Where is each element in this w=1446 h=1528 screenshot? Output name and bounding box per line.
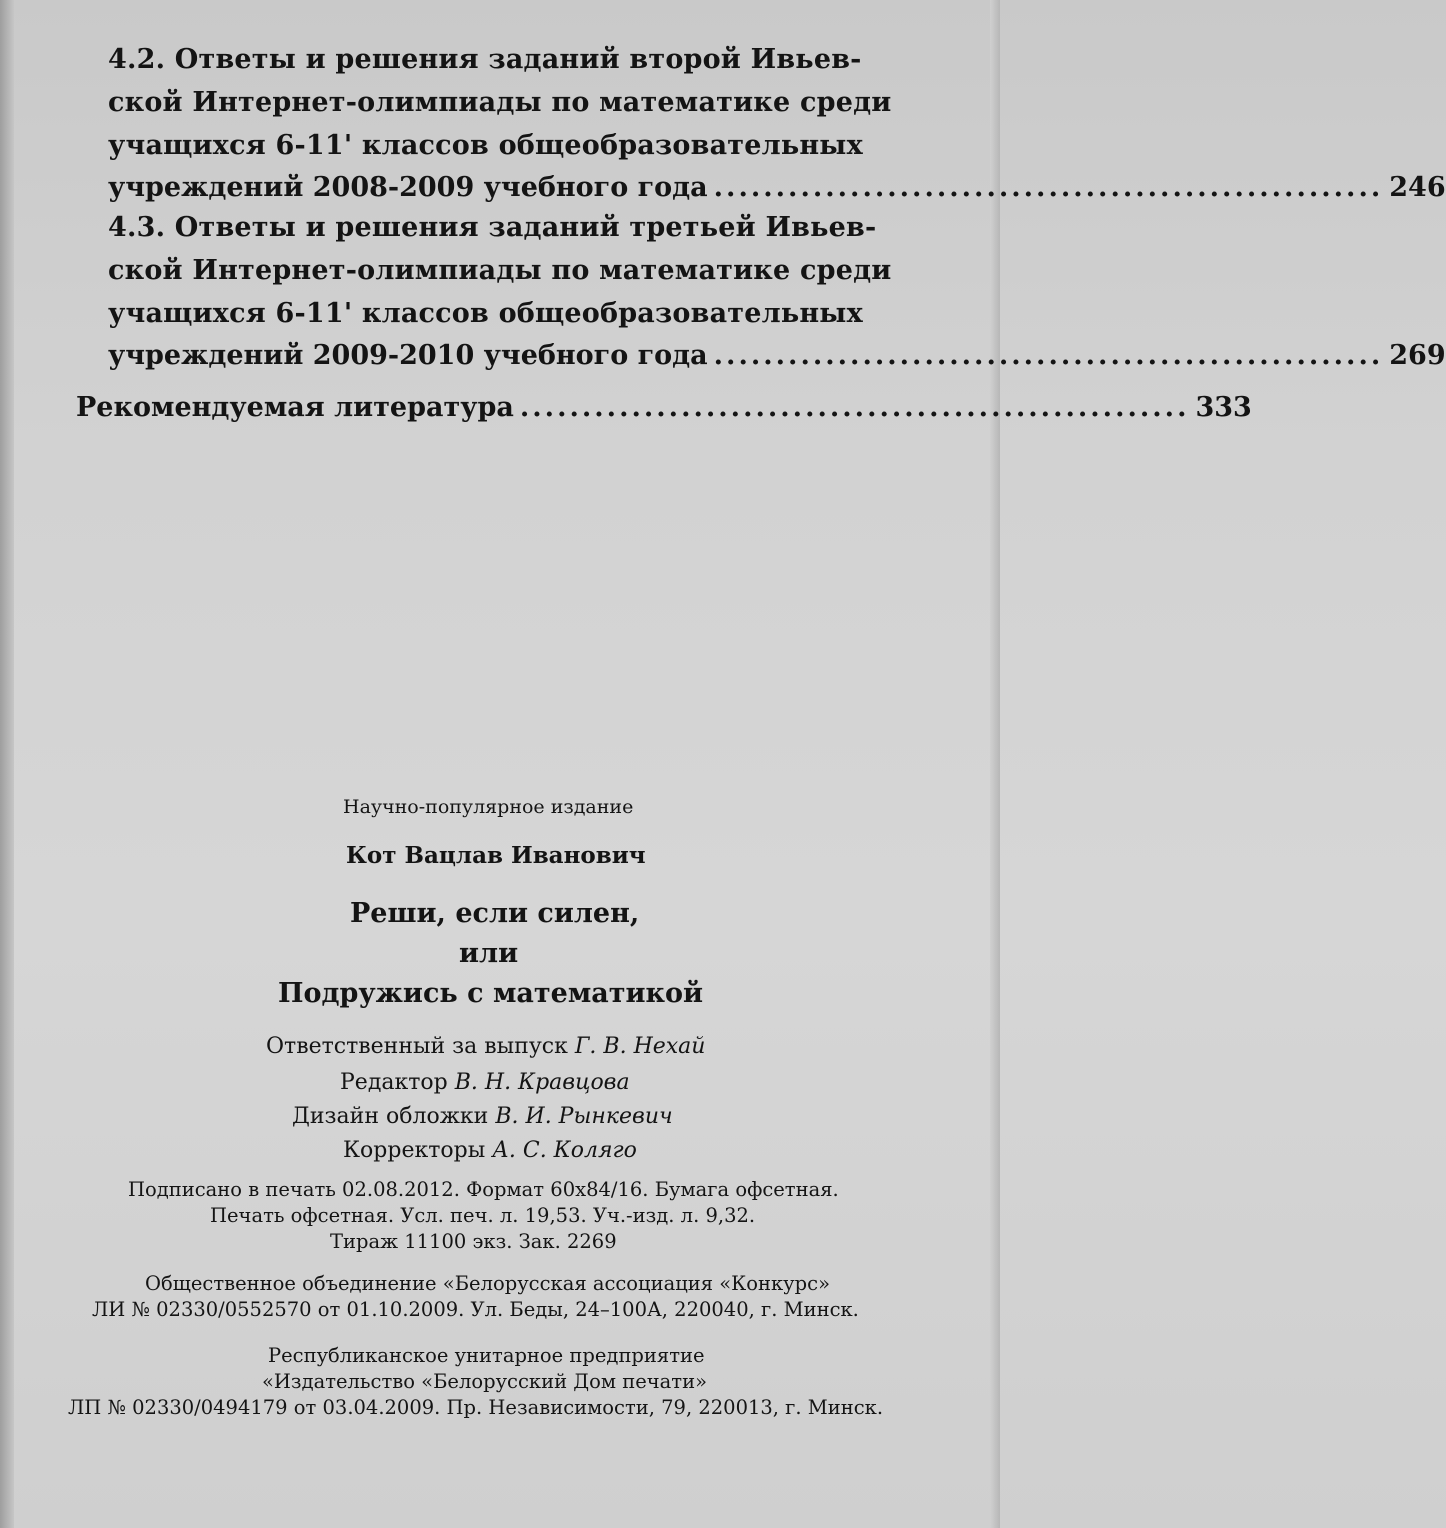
toc-entry-4-2-text-4: учреждений 2008-2009 учебного года <box>108 172 708 203</box>
toc-entry-4-3-text-1: Ответы и решения заданий третьей Ивьев- <box>174 212 877 243</box>
print-info-line-2: Печать офсетная. Усл. печ. л. 19,53. Уч.-изд. л. 9,32. <box>210 1204 756 1227</box>
credit-responsible-name: Г. В. Нехай <box>574 1034 706 1059</box>
toc-entry-literature-page: 333 <box>1195 392 1252 423</box>
toc-entry-4-3-line-2: ской Интернет-олимпиады по математике среди <box>108 255 892 286</box>
toc-entry-4-3-line-3: учащихся 6-11' классов общеобразовательных <box>108 298 863 329</box>
toc-leader-dots: ...................................................... <box>519 392 1190 423</box>
credit-responsible <box>266 1034 705 1059</box>
toc-leader-dots: ...................................................... <box>713 340 1384 371</box>
credit-cover-design <box>292 1104 673 1129</box>
print-info-line-1: Подписано в печать 02.08.2012. Формат 60x84/16. Бумага офсетная. <box>128 1178 839 1201</box>
credit-correctors-label: Корректоры <box>343 1138 486 1163</box>
toc-entry-4-3-page: 269 <box>1389 340 1446 371</box>
print-info-line-3: Тираж 11100 экз. Зак. 2269 <box>330 1230 617 1253</box>
printer-line-3: ЛП № 02330/0494179 от 03.04.2009. Пр. Независимости, 79, 220013, г. Минск. <box>68 1396 884 1419</box>
toc-entry-4-2-text-1: Ответы и решения заданий второй Ивьев- <box>174 44 862 75</box>
credit-editor <box>340 1070 630 1095</box>
toc-entry-4-3-text-4: учреждений 2009-2010 учебного года <box>108 340 708 371</box>
toc-entry-4-3-number: 4.3. <box>108 212 166 243</box>
credit-cover-label: Дизайн обложки <box>292 1104 489 1129</box>
toc-entry-4-2-number: 4.2. <box>108 44 166 75</box>
publisher-line-2: ЛИ № 02330/0552570 от 01.10.2009. Ул. Беды, 24–100А, 220040, г. Минск. <box>92 1298 859 1321</box>
toc-entry-4-2-line-3: учащихся 6-11' классов общеобразовательных <box>108 130 863 161</box>
book-title-line-3: Подружись с математикой <box>278 978 704 1009</box>
book-title-line-2: или <box>459 938 519 969</box>
printer-line-1: Республиканское унитарное предприятие <box>268 1344 705 1367</box>
toc-entry-4-2-page: 246 <box>1389 172 1446 203</box>
credit-responsible-label: Ответственный за выпуск <box>266 1034 568 1059</box>
printer-line-2: «Издательство «Белорусский Дом печати» <box>262 1370 707 1393</box>
credit-correctors-name: А. С. Коляго <box>492 1138 637 1163</box>
author-name: Кот Вацлав Иванович <box>346 842 646 869</box>
toc-leader-dots: ...................................................... <box>713 172 1384 203</box>
toc-entry-literature-label: Рекомендуемая литература <box>76 392 514 423</box>
toc-entry-4-2-line-2: ской Интернет-олимпиады по математике среди <box>108 87 892 118</box>
book-title-line-1: Реши, если силен, <box>350 898 640 929</box>
credit-editor-label: Редактор <box>340 1070 448 1095</box>
edition-type: Научно-популярное издание <box>343 796 634 818</box>
credit-editor-name: В. Н. Кравцова <box>454 1070 630 1095</box>
credit-cover-name: В. И. Рынкевич <box>495 1104 673 1129</box>
credit-correctors <box>343 1138 637 1163</box>
publisher-line-1: Общественное объединение «Белорусская ассоциация «Конкурс» <box>145 1272 830 1295</box>
